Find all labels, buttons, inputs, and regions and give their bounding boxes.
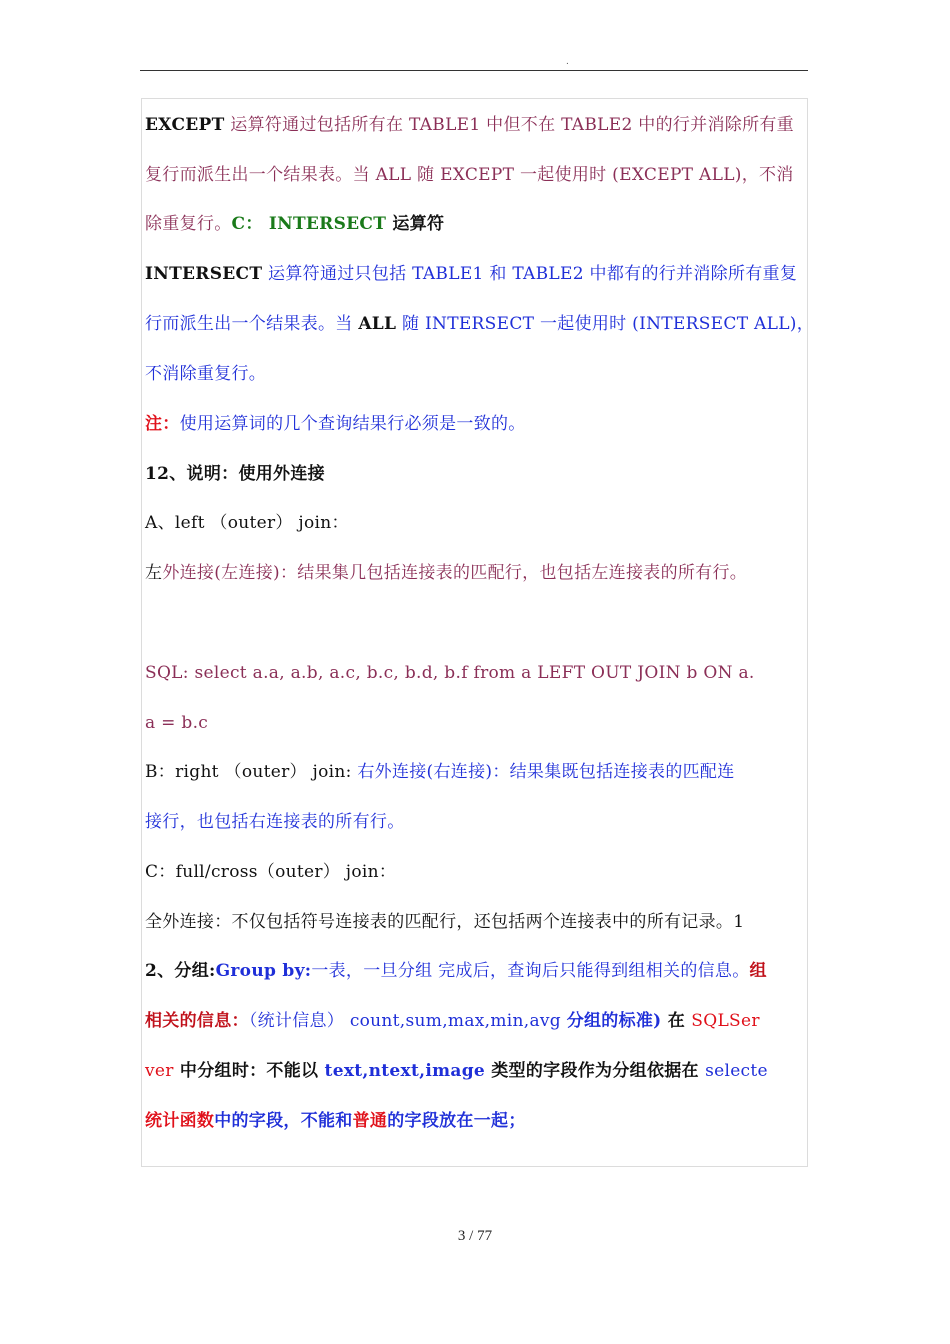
- text-line: [145, 807, 813, 837]
- text-segment: 一表，一旦分组 完成后，查询后只能得到组相关的信息。: [311, 961, 750, 981]
- text-segment: 类型的字段作为分组依据在: [485, 1061, 706, 1081]
- text-line: [145, 259, 813, 289]
- text-line: [145, 1106, 813, 1136]
- text-line: [145, 209, 813, 239]
- text-line: [145, 658, 813, 688]
- text-segment: B：right （outer） join:: [145, 762, 358, 782]
- text-segment: C：full/cross（outer） join：: [145, 862, 397, 882]
- text-segment: C： INTERSECT: [231, 214, 387, 234]
- text-segment: 右外连接(右连接)：结果集既包括连接表的匹配连: [357, 762, 735, 782]
- text-line: [145, 110, 813, 140]
- text-segment: 普通: [352, 1111, 388, 1131]
- text-segment: SQLSer: [691, 1011, 760, 1031]
- text-segment: 在: [667, 1011, 692, 1031]
- text-line: [145, 1056, 813, 1086]
- header-dot: .: [566, 56, 569, 67]
- text-segment: ver: [145, 1061, 174, 1081]
- text-segment: 左: [145, 563, 163, 583]
- text-segment: 运算符通过只包括 TABLE1 和 TABLE2 中都有的行并消除所有重复: [262, 264, 798, 284]
- text-segment: A、left （outer） join：: [145, 513, 349, 533]
- text-segment: 运算符: [386, 214, 445, 234]
- text-line: [145, 359, 813, 389]
- text-line: [145, 409, 813, 439]
- text-segment: 全外连接：不仅包括符号连接表的匹配行，还包括两个连接表中的所有记录。1: [145, 912, 745, 932]
- text-segment: 复行而派生出一个结果表。当 ALL 随 EXCEPT 一起使用时 (EXCEPT ALL)，不消: [145, 165, 794, 185]
- text-segment: 外连接(左连接)：结果集几包括连接表的匹配行，也包括左连接表的所有行。: [162, 563, 748, 583]
- text-segment: 统计函数: [145, 1111, 215, 1131]
- text-line: [145, 160, 813, 190]
- text-segment: 随 INTERSECT 一起使用时 (INTERSECT ALL)，: [396, 314, 815, 334]
- text-line: [145, 757, 813, 787]
- text-segment: 相关的信息：: [145, 1011, 249, 1031]
- text-segment: 注：: [145, 414, 180, 434]
- text-segment: 分组的标准): [566, 1011, 668, 1031]
- text-segment: 接行，也包括右连接表的所有行。: [145, 812, 405, 832]
- text-segment: INTERSECT: [145, 264, 263, 284]
- text-line: [145, 508, 813, 538]
- header-rule: [140, 70, 808, 71]
- text-line: [145, 558, 813, 588]
- text-line: [145, 708, 813, 738]
- text-segment: 运算符通过包括所有在 TABLE1 中但不在 TABLE2 中的行并消除所有重: [224, 115, 794, 135]
- text-segment: SQL: select a.a, a.b, a.c, b.c, b.d, b.f from a LEFT OUT JOIN b ON a.: [145, 663, 755, 683]
- text-segment: 使用运算词的几个查询结果行必须是一致的。: [179, 414, 526, 434]
- text-segment: ALL: [358, 314, 397, 334]
- text-segment: 不消除重复行。: [145, 364, 267, 384]
- text-segment: a = b.c: [145, 713, 209, 733]
- text-segment: Group by:: [215, 961, 312, 981]
- text-segment: 12、说明：使用外连接: [145, 464, 325, 484]
- text-line: [145, 459, 813, 489]
- text-segment: 中分组时：不能以: [173, 1061, 325, 1081]
- text-segment: 中的字段，不能和: [214, 1111, 353, 1131]
- text-segment: 2、分组:: [145, 961, 216, 981]
- page-number: 3 / 77: [457, 1228, 493, 1244]
- text-segment: 组: [749, 961, 767, 981]
- text-segment: 除重复行。: [145, 214, 232, 234]
- text-segment: text,ntext,image: [324, 1061, 486, 1081]
- text-segment: （统计信息） count,sum,max,min,avg: [248, 1011, 567, 1031]
- text-line: [145, 309, 813, 339]
- text-segment: 的字段放在一起；: [387, 1111, 526, 1131]
- text-segment: 行而派生出一个结果表。当: [145, 314, 359, 334]
- text-line: [145, 1006, 813, 1036]
- text-line: [145, 907, 813, 937]
- text-segment: selecte: [705, 1061, 768, 1081]
- text-line: [145, 857, 813, 887]
- text-segment: EXCEPT: [145, 115, 225, 135]
- text-line: [145, 956, 813, 986]
